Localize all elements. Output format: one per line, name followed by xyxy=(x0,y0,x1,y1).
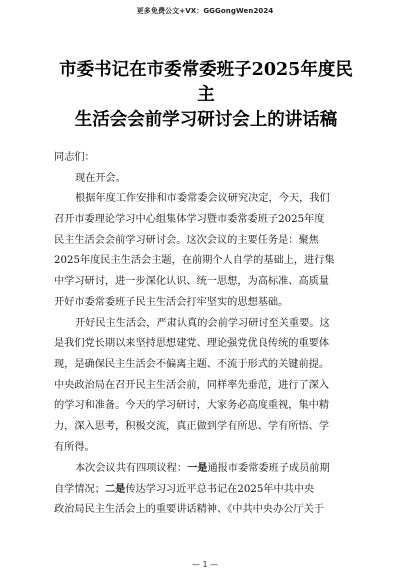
paragraph-2-line: 力，深入思考，积极交流，真正做到学有所思、学有所悟、学 xyxy=(54,420,330,432)
paragraph-1-line: 中学习研讨，进一步深化认识、统一思想，为高标准、高质量 xyxy=(54,276,330,288)
paragraph-2-line: 现，是确保民主生活会不偏离主题、不流于形式的关键前提。 xyxy=(54,358,330,370)
paragraph-1-line: 召开市委理论学习中心组集体学习暨市委常委班子2025年度 xyxy=(54,214,325,226)
agenda-item-1-text: 通报市委常委班子成员前期 xyxy=(207,463,330,475)
salutation: 同志们： xyxy=(54,152,95,163)
agenda-item-2-marker: 二是 xyxy=(104,483,126,495)
paragraph-1-line: 根据年度工作安排和市委常委会议研究决定，今天，我们 xyxy=(75,193,330,205)
opening-line: 现在开会。 xyxy=(75,172,126,184)
paragraph-2-line: 是我们党长期以来坚持思想建党、理论强党优良传统的重要体 xyxy=(54,338,330,350)
paragraph-2-line: 中央政治局在召开民主生活会前，同样率先垂范，进行了深入 xyxy=(54,379,330,391)
paragraph-1-line: 民主生活会会前学习研讨会。这次会议的主要任务是：聚焦 xyxy=(54,234,319,246)
document-body xyxy=(54,148,358,520)
paragraph-1-line: 开好市委常委班子民主生活会打牢坚实的思想基础。 xyxy=(54,296,289,308)
paragraph-3-line xyxy=(54,458,358,479)
paragraph-1-line: 2025年度民主生活会主题，在前期个人自学的基础上，进行集 xyxy=(54,255,335,267)
title-line-1: 市委书记在市委常委班子2025年度民主 xyxy=(59,60,353,105)
paragraph-2-line: 的学习和准备。今天的学习研讨，大家务必高度重视，集中精 xyxy=(54,400,330,412)
agenda-item-1-marker: 一是 xyxy=(187,462,208,475)
document-page xyxy=(54,58,358,520)
agenda-intro: 本次会议共有四项议程： xyxy=(75,463,188,475)
agenda-item-2-text: 传达学习习近平总书记在2025年中共中央 xyxy=(125,484,315,495)
paragraph-3-line xyxy=(54,479,358,500)
title-line-2: 生活会会前学习研讨会上的讲话稿 xyxy=(74,110,338,130)
document-title xyxy=(54,58,358,133)
paragraph-2-line: 有所得。 xyxy=(54,441,95,453)
page-number: — 1 — xyxy=(191,560,219,569)
header-banner: 更多免费公文+VX：GGGongWen2024 xyxy=(136,7,274,15)
agenda-item-1-text-end: 自学情况； xyxy=(54,484,105,495)
paragraph-3-line: 政治局民主生活会上的重要讲话精神、《中共中央办公厅关于 xyxy=(54,503,324,515)
paragraph-2-line: 开好民主生活会，严肃认真的会前学习研讨至关重要。这 xyxy=(75,317,330,329)
